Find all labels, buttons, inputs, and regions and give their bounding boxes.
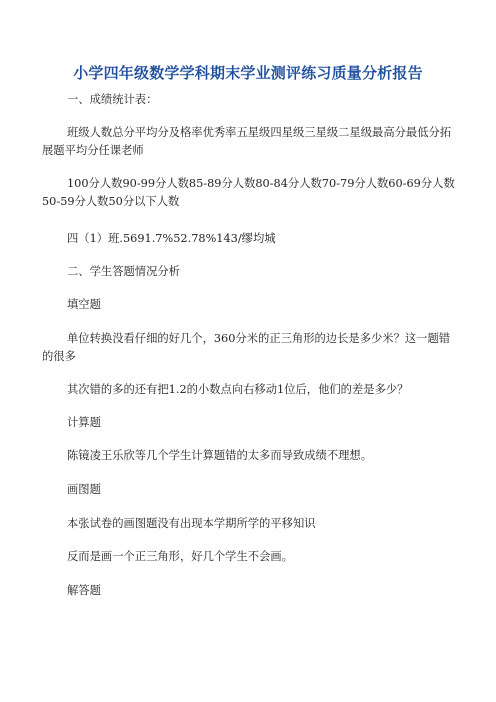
score-range-text: 100分人数90-99分人数85-89分人数80-84分人数70-79分人数60-69分人数50-59分人数50分以下人数 [42, 177, 455, 208]
drawing-paragraph-2: 反而是画一个正三角形，好几个学生不会画。 [67, 550, 293, 563]
drawing-paragraph-1: 本张试卷的画图题没有出现本学期所学的平移知识 [67, 517, 316, 530]
fill-in-paragraph-1: 单位转换没看仔细的好几个，360分米的正三角形的边长是多少米？这一题错的很多 [42, 332, 451, 363]
subheading-calculation: 计算题 [67, 416, 101, 429]
fill-in-paragraph-2: 其次错的多的还有把1.2的小数点向右移动1位后，他们的差是多少？ [67, 383, 409, 396]
document-title: 小学四年级数学学科期末学业测评练习质量分析报告 [73, 64, 423, 82]
subheading-fill-in: 填空题 [67, 298, 101, 311]
subheading-word-problems: 解答题 [67, 584, 101, 597]
section-heading-answer-analysis: 二、学生答题情况分析 [67, 265, 180, 278]
calculation-paragraph: 陈镜凌王乐欣等几个学生计算题错的太多而导致成绩不理想。 [67, 449, 373, 462]
class-stats-row: 四（1）班.5691.7%52.78%143/缪均城 [67, 232, 276, 245]
table-header-text: 班级人数总分平均分及格率优秀率五星级四星级三星级二星级最高分最低分拓展题平均分任课老师 [42, 126, 452, 157]
subheading-drawing: 画图题 [67, 483, 101, 496]
section-heading-score-stats: 一、成绩统计表： [67, 93, 158, 106]
